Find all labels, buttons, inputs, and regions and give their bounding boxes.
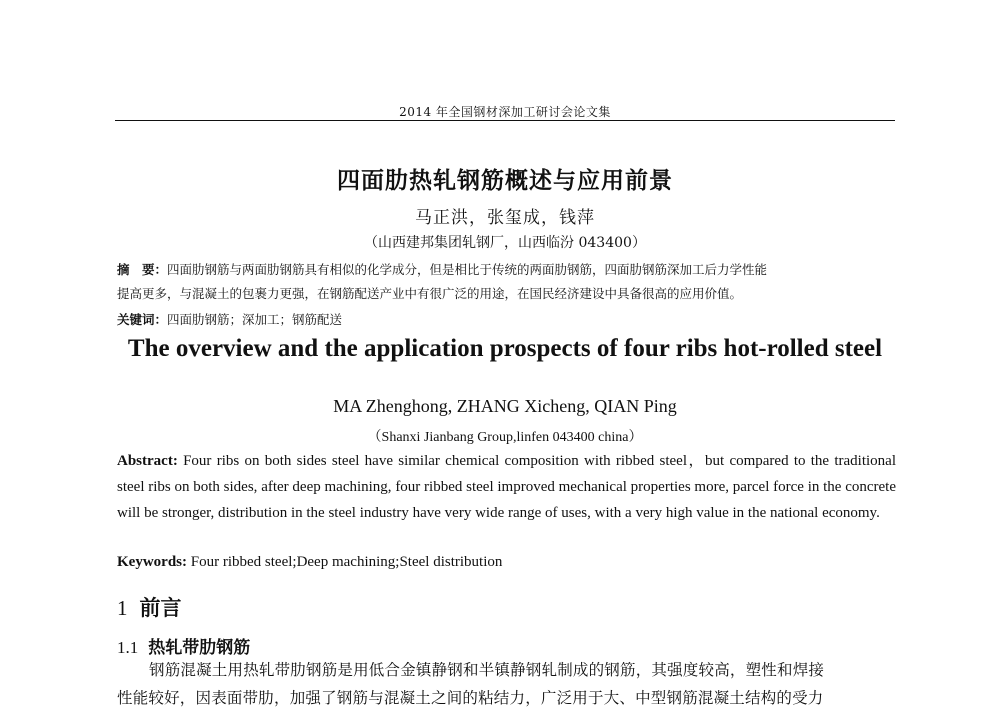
subsection-number: 1.1 <box>117 638 139 657</box>
body-line: 钢筋混凝土用热轧带肋钢筋是用低合金镇静钢和半镇静钢轧制成的钢筋，其强度较高，塑性和焊接 <box>149 661 825 679</box>
chinese-keywords-label: 关键词： <box>117 312 168 327</box>
chinese-keywords <box>117 310 897 328</box>
chinese-title: 四面肋热轧钢筋概述与应用前景 <box>337 168 673 194</box>
chinese-abstract-label: 摘 要： <box>117 262 168 277</box>
chinese-affiliation: （山西建邦集团轧钢厂，山西临汾 043400） <box>364 235 646 251</box>
section-heading-1 <box>117 592 182 622</box>
header-divider <box>115 120 895 121</box>
section-title: 前言 <box>139 596 182 620</box>
running-header: 2014 年全国钢材深加工研讨会论文集 <box>399 105 611 119</box>
chinese-abstract-line: 提高更多，与混凝土的包裹力更强，在钢筋配送产业中有很广泛的用途，在国民经济建设中具备很高的应用价值。 <box>117 286 743 301</box>
english-abstract-label: Abstract: <box>117 453 178 469</box>
english-affiliation: （Shanxi Jianbang Group,linfen 043400 china） <box>367 430 643 445</box>
english-keywords-text: Four ribbed steel;Deep machining;Steel distribution <box>190 554 503 570</box>
section-number: 1 <box>117 596 128 620</box>
chinese-abstract-text: 四面肋钢筋与两面肋钢筋具有相似的化学成分，但是相比于传统的两面肋钢筋，四面肋钢筋深加工后力学性能 <box>167 262 768 277</box>
english-title: The overview and the application prospects of four ribs hot-rolled steel <box>127 335 883 362</box>
english-abstract <box>117 448 896 526</box>
subsection-heading-1-1 <box>117 633 250 658</box>
chinese-authors: 马正洪，张玺成，钱萍 <box>415 208 595 228</box>
english-keywords <box>117 554 897 571</box>
chinese-abstract-line <box>117 258 897 282</box>
body-line: 性能较好，因表面带肋，加强了钢筋与混凝土之间的粘结力，广泛用于大、中型钢筋混凝土结构的受力 <box>117 689 824 707</box>
section-body <box>117 656 897 712</box>
subsection-title: 热轧带肋钢筋 <box>148 638 251 658</box>
english-keywords-label: Keywords: <box>117 554 187 570</box>
english-abstract-text: Four ribs on both sides steel have similar chemical composition with ribbed steel，but compared to the traditional steel ribs on both sides, after deep machining, four ribbed steel improved mechanical properties more, parcel force in the concrete will be stronger, distribution in the steel industry have very wide range of uses, with a very high value in the national economy. <box>117 453 897 521</box>
english-authors: MA Zhenghong, ZHANG Xicheng, QIAN Ping <box>333 396 677 416</box>
chinese-keywords-text: 四面肋钢筋；深加工；钢筋配送 <box>167 312 343 327</box>
chinese-abstract <box>117 258 897 306</box>
